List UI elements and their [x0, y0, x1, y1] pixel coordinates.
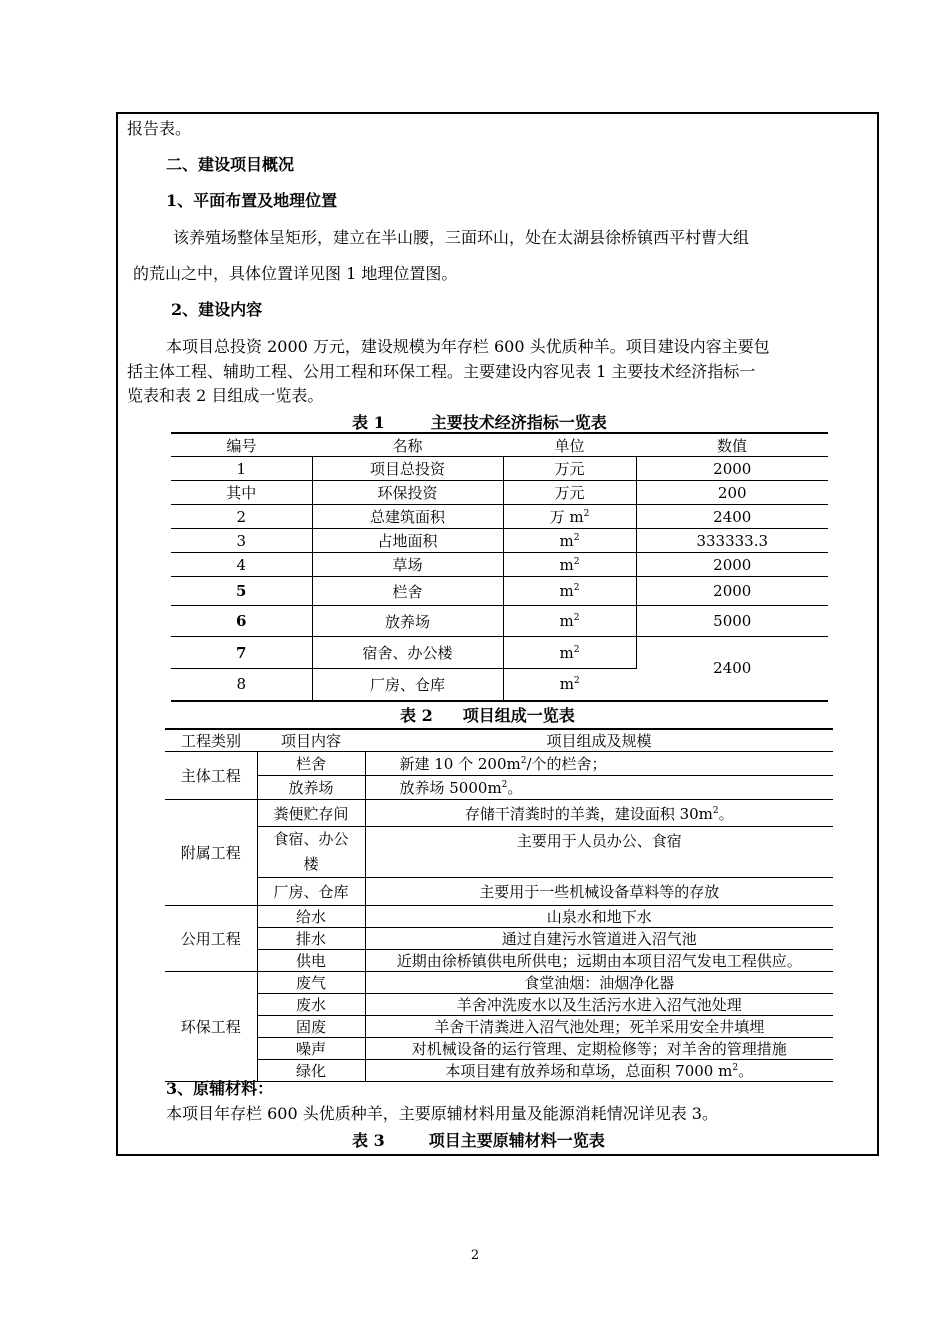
table-cell: 万元	[503, 457, 636, 481]
desc-text: 存储干清粪时的羊粪，建设面积 30m	[464, 805, 713, 823]
table-cell: 5000	[636, 606, 828, 637]
table-cell: 排水	[257, 928, 365, 950]
superscript: 2	[583, 509, 590, 519]
superscript: 2	[573, 532, 580, 543]
table-cell: 固废	[257, 1016, 365, 1038]
table-cell: 羊舍冲洗废水以及生活污水进入沼气池处理	[365, 994, 833, 1016]
table-cell: 2000	[636, 457, 828, 481]
sub1-line-1: 该养殖场整体呈矩形，建立在半山腰，三面环山，处在太湖县徐桥镇西平村曹大组	[173, 228, 750, 247]
table2-caption	[400, 703, 575, 726]
table-cell	[503, 505, 636, 529]
table-row	[165, 800, 833, 827]
table-row	[165, 827, 833, 878]
table2-header-cell: 项目内容	[257, 729, 365, 752]
table2-header-cell: 项目组成及规模	[365, 729, 833, 752]
table-row	[165, 906, 833, 928]
table-cell: 项目总投资	[312, 457, 503, 481]
table3-caption-number: 表 3	[352, 1131, 385, 1150]
table-cell: 食堂油烟：油烟净化器	[365, 972, 833, 994]
table3-caption	[352, 1128, 605, 1151]
table-row	[165, 1038, 833, 1060]
table-cell: 主要用于人员办公、食宿	[365, 827, 833, 878]
sub2-line-3: 览表和表 2 目组成一览表。	[127, 386, 324, 405]
table-cell: 其中	[171, 481, 312, 505]
unit-text: m	[559, 675, 574, 694]
table-row	[165, 1016, 833, 1038]
table-cell: 近期由徐桥镇供电所供电；远期由本项目沼气发电工程供应。	[365, 950, 833, 972]
table1-caption	[352, 410, 607, 433]
desc-text: 放养场 5000m	[399, 779, 502, 797]
sub2-heading: 2、建设内容	[171, 300, 263, 319]
table-cell: 8	[171, 669, 312, 701]
table-row	[171, 529, 828, 553]
table1-header-cell: 编号	[171, 433, 312, 457]
table-cell: 4	[171, 553, 312, 577]
table-cell	[365, 776, 833, 800]
intro-tail-text: 报告表。	[127, 119, 192, 138]
table-cell: 主要用于一些机械设备草料等的存放	[365, 878, 833, 906]
desc-text: 本项目建有放养场和草场，总面积 7000 m	[445, 1062, 733, 1080]
unit-text: m	[559, 582, 574, 600]
table-cell: 给水	[257, 906, 365, 928]
table-cell: 废水	[257, 994, 365, 1016]
page-number: 2	[470, 1248, 480, 1263]
table-cell: 绿化	[257, 1060, 365, 1082]
table1-header-row	[171, 433, 828, 457]
desc-text: 新建 10 个 200m	[399, 755, 521, 773]
table-cell: 对机械设备的运行管理、定期检修等；对羊舍的管理措施	[365, 1038, 833, 1060]
superscript: 2	[573, 644, 580, 655]
table-cell	[257, 827, 365, 878]
table-row	[171, 606, 828, 637]
table-row	[171, 553, 828, 577]
table-row	[165, 928, 833, 950]
table-cell: 栏舍	[312, 577, 503, 606]
table-cell: 万元	[503, 481, 636, 505]
sub3-heading: 3、原辅材料：	[166, 1079, 274, 1098]
unit-text: m	[559, 612, 574, 630]
sub1-line-2: 的荒山之中，具体位置详见图 1 地理位置图。	[133, 264, 458, 283]
desc-text: 。	[738, 1062, 754, 1080]
table-cell: 通过自建污水管道进入沼气池	[365, 928, 833, 950]
table-cell: 供电	[257, 950, 365, 972]
superscript: 2	[520, 756, 527, 766]
table-cell: 羊舍干清粪进入沼气池处理；死羊采用安全井填埋	[365, 1016, 833, 1038]
table-cell: 2000	[636, 553, 828, 577]
table-cell: 占地面积	[312, 529, 503, 553]
table-cell: 废气	[257, 972, 365, 994]
table1-header-cell: 单位	[503, 433, 636, 457]
sub3-line-1: 本项目年存栏 600 头优质种羊，主要原辅材料用量及能源消耗情况详见表 3。	[166, 1104, 718, 1123]
table2-caption-title: 项目组成一览表	[462, 706, 575, 725]
table3-caption-title: 项目主要原辅材料一览表	[428, 1131, 605, 1150]
category-cell: 附属工程	[165, 800, 257, 906]
table-cell: 1	[171, 457, 312, 481]
table-cell: 粪便贮存间	[257, 800, 365, 827]
table-row	[171, 637, 828, 669]
table2-header-cell: 工程类别	[165, 729, 257, 752]
table-cell: 山泉水和地下水	[365, 906, 833, 928]
unit-text: m	[559, 531, 574, 550]
table1-caption-number: 表 1	[352, 413, 385, 432]
category-cell: 环保工程	[165, 972, 257, 1082]
cell-line: 楼	[303, 855, 319, 873]
table-row	[165, 776, 833, 800]
superscript: 2	[573, 583, 580, 593]
table1-caption-title: 主要技术经济指标一览表	[430, 413, 607, 432]
table-cell	[503, 637, 636, 669]
table-cell: 7	[171, 637, 312, 669]
sub2-line-1: 本项目总投资 2000 万元，建设规模为年存栏 600 头优质种羊。项目建设内容主要包	[166, 337, 770, 356]
table-cell: 5	[171, 577, 312, 606]
section2-heading: 二、建设项目概况	[166, 155, 295, 174]
table-row	[165, 878, 833, 906]
table-cell	[503, 606, 636, 637]
table-cell: 草场	[312, 553, 503, 577]
table-cell: 总建筑面积	[312, 505, 503, 529]
unit-text: m	[559, 643, 574, 662]
category-cell: 主体工程	[165, 752, 257, 800]
table-row	[171, 577, 828, 606]
table1-header-cell: 数值	[636, 433, 828, 457]
table-cell	[503, 529, 636, 553]
table-cell	[503, 553, 636, 577]
table-row	[171, 481, 828, 505]
sub1-heading: 1、平面布置及地理位置	[166, 191, 338, 210]
table-cell	[365, 752, 833, 776]
table-row	[165, 752, 833, 776]
superscript: 2	[573, 556, 580, 567]
superscript: 2	[712, 806, 719, 816]
table-row	[171, 505, 828, 529]
table-row	[171, 457, 828, 481]
table-row	[165, 972, 833, 994]
category-cell: 公用工程	[165, 906, 257, 972]
table-cell: 3	[171, 529, 312, 553]
unit-text: 万 m	[549, 508, 584, 526]
table-cell: 200	[636, 481, 828, 505]
table-cell: 厂房、仓库	[312, 669, 503, 701]
table-cell	[365, 800, 833, 827]
table2-header-row	[165, 729, 833, 752]
table-cell: 2400	[636, 505, 828, 529]
table-cell: 厂房、仓库	[257, 878, 365, 906]
table-cell-merged: 2400	[636, 637, 828, 701]
superscript: 2	[501, 780, 508, 790]
table2-project-composition	[165, 728, 833, 1082]
table-cell: 6	[171, 606, 312, 637]
unit-text: m	[559, 555, 574, 574]
table-cell: 放养场	[257, 776, 365, 800]
table-cell	[503, 669, 636, 701]
superscript: 2	[573, 613, 580, 623]
table-cell	[503, 577, 636, 606]
desc-text: /个的栏舍；	[526, 755, 607, 773]
desc-text: 。	[718, 805, 734, 823]
superscript: 2	[574, 676, 580, 687]
desc-text: 。	[507, 779, 523, 797]
table1-header-cell: 名称	[312, 433, 503, 457]
table1-economic-indicators	[171, 432, 828, 702]
table-cell: 栏舍	[257, 752, 365, 776]
table-row	[165, 994, 833, 1016]
sub2-line-2: 括主体工程、辅助工程、公用工程和环保工程。主要建设内容见表 1 主要技术经济指标一	[127, 362, 756, 381]
table-cell: 环保投资	[312, 481, 503, 505]
table-cell: 宿舍、办公楼	[312, 637, 503, 669]
superscript: 2	[732, 1063, 739, 1073]
table-cell: 333333.3	[636, 529, 828, 553]
table-cell	[365, 1060, 833, 1082]
table2-caption-number: 表 2	[400, 706, 433, 725]
table-cell: 2	[171, 505, 312, 529]
table-cell: 噪声	[257, 1038, 365, 1060]
table-cell: 2000	[636, 577, 828, 606]
table-row	[165, 950, 833, 972]
table-cell: 放养场	[312, 606, 503, 637]
cell-line: 食宿、办公	[273, 830, 349, 848]
